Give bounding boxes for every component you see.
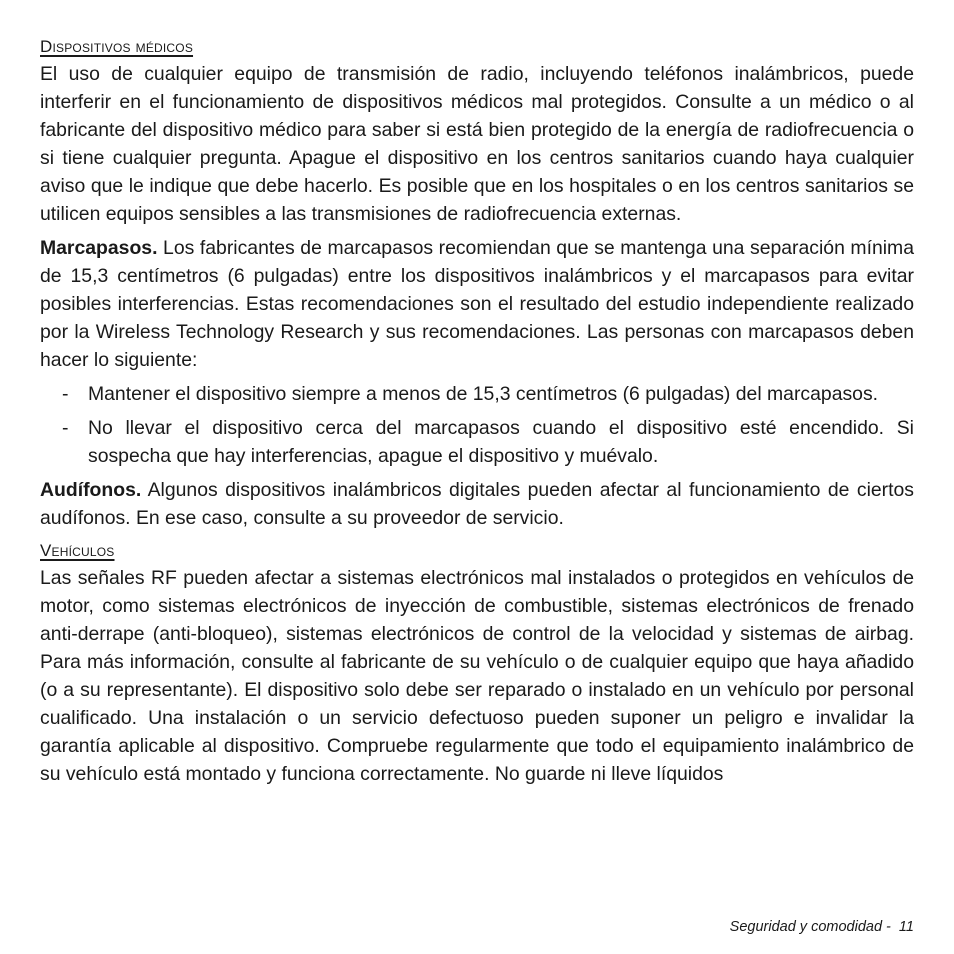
hearing-aids-text: Algunos dispositivos inalámbricos digitales pueden afectar al funcionamiento de ciertos audífonos. En ese caso, consulte a su proveedor de servicio.: [40, 479, 914, 529]
paragraph-medical-devices: El uso de cualquier equipo de transmisión de radio, incluyendo teléfonos inalámbricos, puede interferir en el funcionamiento de dispositivos médicos mal protegidos. Consulte a un médico o al fabricante del dispositivo médico para saber si está bien protegido de la energía de radiofrecuencia o si tiene cualquier pregunta. Apague el dispositivo en los centros sanitarios cuando haya cualquier aviso que le indique que debe hacerlo. Es posible que en los hospitales o en los centros sanitarios se utilicen equipos sensibles a las transmisiones de radiofrecuencia externas.: [40, 63, 914, 225]
paragraph-hearing-aids: [40, 476, 914, 532]
list-item: [40, 380, 914, 408]
list-item: [40, 414, 914, 470]
document-page: [40, 34, 914, 794]
bullet-dash: -: [62, 417, 69, 439]
bullet-dash: -: [62, 383, 69, 405]
section-heading-vehicles: Vehículos: [40, 541, 115, 560]
pacemakers-text: Los fabricantes de marcapasos recomiendan que se mantenga una separación mínima de 15,3 centímetros (6 pulgadas) entre los dispositivos inalámbricos y el marcapasos para evitar posibles interferencias. Estas recomendaciones son el resultado del estudio independiente realizado por la Wireless Technology Research y sus recomendaciones. Las personas con marcapasos deben hacer lo siguiente:: [40, 237, 914, 371]
paragraph-vehicles: Las señales RF pueden afectar a sistemas electrónicos mal instalados o protegidos en vehículos de motor, como sistemas electrónicos de inyección de combustible, sistemas electrónicos de frenado anti-derrape (anti-bloqueo), sistemas electrónicos de control de la velocidad y sistemas de airbag. Para más información, consulte al fabricante de su vehículo o de cualquier equipo que haya añadido (o a su representante). El dispositivo solo debe ser reparado o instalado en un vehículo por personal cualificado. Una instalación o un servicio defectuoso pueden suponer un peligro e invalidar la garantía aplicable al dispositivo. Compruebe regularmente que todo el equipamiento inalámbrico de su vehículo está montado y funciona correctamente. No guarde ni lleve líquidos: [40, 567, 914, 785]
pacemakers-label: Marcapasos.: [40, 237, 158, 259]
hearing-aids-label: Audífonos.: [40, 479, 142, 501]
section-heading-medical-devices: Dispositivos médicos: [40, 37, 194, 56]
page-footer: Seguridad y comodidad - 11: [729, 919, 914, 935]
list-item-text: No llevar el dispositivo cerca del marcapasos cuando el dispositivo esté encendido. Si sospecha que hay interferencias, apague el dispositivo y muévalo.: [88, 417, 914, 467]
pacemaker-recommendations-list: [40, 380, 914, 470]
paragraph-pacemakers: [40, 234, 914, 374]
list-item-text: Mantener el dispositivo siempre a menos de 15,3 centímetros (6 pulgadas) del marcapasos.: [88, 383, 879, 405]
